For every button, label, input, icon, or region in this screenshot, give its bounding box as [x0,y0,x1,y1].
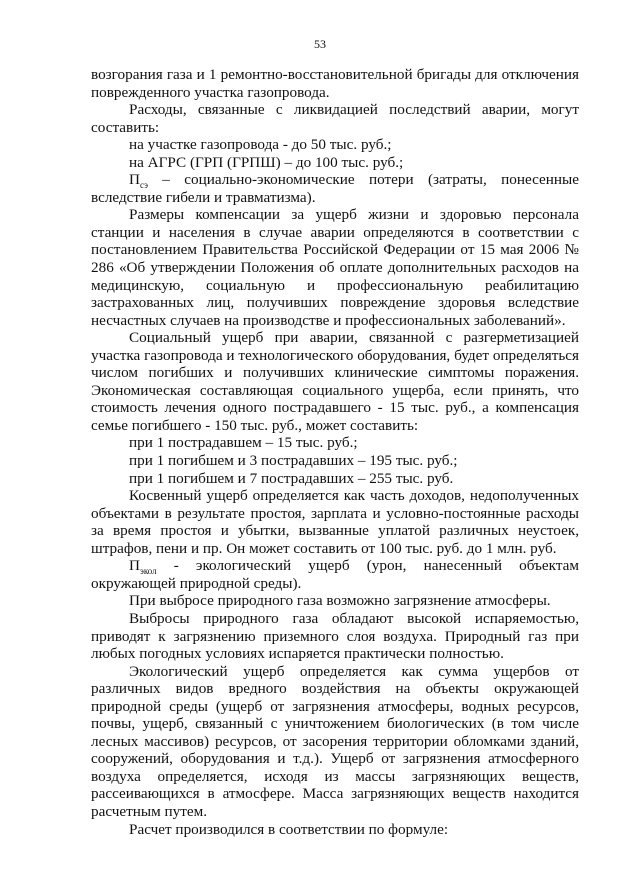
paragraph: Косвенный ущерб определяется как часть доходов, недополученных объектами в результате простоя, зарплата и условно-постоянные расходы за время простоя и убытки, вызванные уплатой различных неустоек, штрафов, пени и пр. Он может составить от 100 тыс. руб. до 1 млн. руб. [91,487,579,557]
paragraph-text: – социально-экономические потери (затраты, понесенные вследствие гибели и травматизма). [91,171,579,206]
paragraph: Расчет производился в соответствии по формуле: [129,820,449,838]
paragraph-socioeconomic-losses [91,171,579,206]
symbol: П [129,171,140,189]
symbol: П [129,557,140,575]
symbol-subscript: сэ [139,180,148,191]
paragraph: Выбросы природного газа обладают высокой испаряемостью, приводят к загрязнению приземного слоя воздуха. Природный газ при любых погодных условиях испаряется практически полностью. [91,609,579,663]
document-body [91,66,579,838]
paragraph: Расходы, связанные с ликвидацией последствий аварии, могут составить: [91,101,579,136]
paragraph: возгорания газа и 1 ремонтно-восстановительной бригады для отключения поврежденного участка газопровода. [91,66,579,101]
paragraph: При выбросе природного газа возможно загрязнение атмосферы. [129,592,551,610]
paragraph: Социальный ущерб при аварии, связанной с разгерметизацией участка газопровода и технологического оборудования, будет определяться числом погибших и получивших клинические симптомы поражения. Экономическая составляющая социального ущерба, если принять, что стоимость лечения одного пострадавшего - 15 тыс. руб., а компенсация семье погибшего - 150 тыс. руб., может составить: [91,329,579,434]
list-item: на участке газопровода - до 50 тыс. руб.; [129,136,392,154]
paragraph: Размеры компенсации за ущерб жизни и здоровью персонала станции и населения в случае аварии определяются в соответствии с постановлением Правительства Российской Федерации от 15 мая 2006 № 286 «Об утверждении Положения об оплате дополнительных расходов на медицинскую, социальную и профессиональную реабилитацию застрахованных лиц, получивших повреждение здоровья вследствие несчастных случаев на производстве и профессиональных заболеваний». [91,206,579,329]
page-number: 53 [314,37,326,51]
list-item: при 1 погибшем и 7 пострадавших – 255 тыс. руб. [129,469,454,487]
list-item: при 1 пострадавшем – 15 тыс. руб.; [129,434,358,452]
paragraph: Экологический ущерб определяется как сумма ущербов от различных видов вредного воздействия на объекты окружающей природной среды (ущерб от загрязнения атмосферы, водных ресурсов, почвы, ущерб, связанный с уничтожением биологических (в том числе лесных массивов) ресурсов, от засорения территории обломками зданий, сооружений, оборудования и т.д.). Ущерб от загрязнения атмосферного воздуха определяется, исходя из массы загрязняющих веществ, рассеивающихся в атмосфере. Масса загрязняющих веществ находится расчетным путем. [91,662,579,820]
list-item: при 1 погибшем и 3 пострадавших – 195 тыс. руб.; [129,452,458,470]
paragraph-text: - экологический ущерб (урон, нанесенный объектам окружающей природной среды). [91,557,579,592]
paragraph-ecological-damage [91,557,579,592]
symbol-subscript: экол [139,566,157,577]
list-item: на АГРС (ГРП (ГРПШ) – до 100 тыс. руб.; [129,153,404,171]
